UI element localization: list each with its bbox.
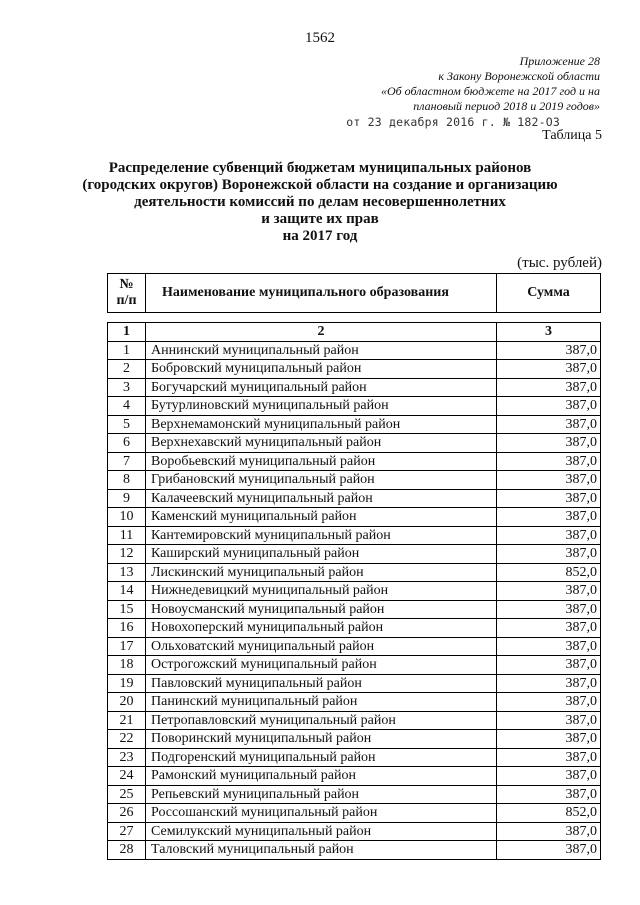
table-row [108, 378, 601, 397]
row-sum: 387,0 [497, 822, 601, 841]
row-name: Калачеевский муниципальный район [146, 489, 497, 508]
row-number: 13 [108, 563, 146, 582]
table-row [108, 563, 601, 582]
row-number: 18 [108, 656, 146, 675]
page-number: 1562 [305, 30, 335, 46]
header-name: Наименование муниципального образования [146, 274, 497, 313]
row-number: 16 [108, 619, 146, 638]
row-number: 3 [108, 378, 146, 397]
row-sum: 387,0 [497, 452, 601, 471]
appendix-line: плановый период 2018 и 2019 годов» [413, 99, 600, 113]
row-number: 26 [108, 804, 146, 823]
title-line: и защите их прав [261, 211, 379, 227]
row-sum: 387,0 [497, 471, 601, 490]
row-number: 22 [108, 730, 146, 749]
row-sum: 387,0 [497, 545, 601, 564]
row-sum: 387,0 [497, 785, 601, 804]
row-number: 27 [108, 822, 146, 841]
table-row [108, 397, 601, 416]
row-name: Бобровский муниципальный район [146, 360, 497, 379]
table-row [108, 360, 601, 379]
row-sum: 387,0 [497, 508, 601, 527]
row-sum: 387,0 [497, 415, 601, 434]
units-label: (тыс. рублей) [517, 255, 602, 271]
column-index: 3 [497, 323, 601, 342]
row-sum: 852,0 [497, 804, 601, 823]
row-sum: 387,0 [497, 656, 601, 675]
row-number: 14 [108, 582, 146, 601]
table-row [108, 748, 601, 767]
row-sum: 387,0 [497, 767, 601, 786]
table-row [108, 489, 601, 508]
title-line: на 2017 год [282, 228, 358, 244]
row-sum: 387,0 [497, 730, 601, 749]
row-name: Кантемировский муниципальный район [146, 526, 497, 545]
table-row [108, 341, 601, 360]
table-row [108, 526, 601, 545]
row-sum: 387,0 [497, 674, 601, 693]
row-sum: 852,0 [497, 563, 601, 582]
title-line: деятельности комиссий по делам несовершеннолетних [134, 194, 506, 210]
table-row [108, 619, 601, 638]
row-name: Новохоперский муниципальный район [146, 619, 497, 638]
appendix-line: Приложение 28 [519, 54, 600, 68]
row-number: 28 [108, 841, 146, 860]
row-number: 5 [108, 415, 146, 434]
row-name: Грибановский муниципальный район [146, 471, 497, 490]
title-line: (городских округов) Воронежской области на создание и организацию [82, 177, 558, 193]
header-sum: Сумма [497, 274, 601, 313]
table-header [107, 273, 601, 313]
title-line: Распределение субвенций бюджетам муниципальных районов [108, 160, 532, 176]
row-name: Петропавловский муниципальный район [146, 711, 497, 730]
row-name: Репьевский муниципальный район [146, 785, 497, 804]
table-row [108, 452, 601, 471]
row-name: Новоусманский муниципальный район [146, 600, 497, 619]
row-number: 19 [108, 674, 146, 693]
row-name: Острогожский муниципальный район [146, 656, 497, 675]
row-number: 1 [108, 341, 146, 360]
row-name: Богучарский муниципальный район [146, 378, 497, 397]
row-sum: 387,0 [497, 637, 601, 656]
row-name: Верхнемамонский муниципальный район [146, 415, 497, 434]
row-number: 25 [108, 785, 146, 804]
row-number: 9 [108, 489, 146, 508]
row-name: Воробьевский муниципальный район [146, 452, 497, 471]
row-name: Павловский муниципальный район [146, 674, 497, 693]
table-row [108, 637, 601, 656]
row-sum: 387,0 [497, 360, 601, 379]
row-sum: 387,0 [497, 378, 601, 397]
table-row [108, 582, 601, 601]
row-name: Бутурлиновский муниципальный район [146, 397, 497, 416]
column-index-row [108, 323, 601, 342]
row-name: Каменский муниципальный район [146, 508, 497, 527]
appendix-line: «Об областном бюджете на 2017 год и на [380, 84, 600, 98]
row-number: 10 [108, 508, 146, 527]
row-sum: 387,0 [497, 434, 601, 453]
row-number: 15 [108, 600, 146, 619]
appendix-note [300, 54, 600, 130]
document-title [80, 160, 560, 245]
table-row [108, 730, 601, 749]
table-row [108, 600, 601, 619]
row-number: 8 [108, 471, 146, 490]
table-row [108, 471, 601, 490]
column-index: 2 [146, 323, 497, 342]
row-sum: 387,0 [497, 748, 601, 767]
row-sum: 387,0 [497, 600, 601, 619]
header-number [108, 274, 146, 313]
law-date-stamp: от 23 декабря 2016 г. № 182-ОЗ [346, 115, 560, 129]
table-row [108, 785, 601, 804]
row-name: Поворинский муниципальный район [146, 730, 497, 749]
row-number: 11 [108, 526, 146, 545]
subsidy-table [107, 322, 601, 860]
header-number-symbol: № [119, 277, 134, 292]
table-number: Таблица 5 [542, 128, 602, 143]
table-row [108, 841, 601, 860]
row-number: 6 [108, 434, 146, 453]
row-sum: 387,0 [497, 489, 601, 508]
row-number: 21 [108, 711, 146, 730]
row-name: Нижнедевицкий муниципальный район [146, 582, 497, 601]
table-row [108, 508, 601, 527]
row-name: Панинский муниципальный район [146, 693, 497, 712]
table-row [108, 804, 601, 823]
row-sum: 387,0 [497, 693, 601, 712]
row-name: Каширский муниципальный район [146, 545, 497, 564]
row-name: Россошанский муниципальный район [146, 804, 497, 823]
row-number: 12 [108, 545, 146, 564]
row-sum: 387,0 [497, 841, 601, 860]
column-index: 1 [108, 323, 146, 342]
table-row [108, 656, 601, 675]
table-row [108, 711, 601, 730]
row-name: Ольховатский муниципальный район [146, 637, 497, 656]
row-number: 4 [108, 397, 146, 416]
row-name: Аннинский муниципальный район [146, 341, 497, 360]
row-number: 2 [108, 360, 146, 379]
row-number: 23 [108, 748, 146, 767]
table-row [108, 545, 601, 564]
row-sum: 387,0 [497, 341, 601, 360]
row-sum: 387,0 [497, 711, 601, 730]
row-name: Верхнехавский муниципальный район [146, 434, 497, 453]
row-name: Подгоренский муниципальный район [146, 748, 497, 767]
table-row [108, 767, 601, 786]
row-sum: 387,0 [497, 619, 601, 638]
row-name: Рамонский муниципальный район [146, 767, 497, 786]
appendix-line: к Закону Воронежской области [438, 69, 600, 83]
row-name: Таловский муниципальный район [146, 841, 497, 860]
row-sum: 387,0 [497, 582, 601, 601]
row-name: Семилукский муниципальный район [146, 822, 497, 841]
header-number-abbr: п/п [116, 293, 137, 308]
table-row [108, 693, 601, 712]
row-name: Лискинский муниципальный район [146, 563, 497, 582]
row-sum: 387,0 [497, 397, 601, 416]
table-row [108, 674, 601, 693]
row-sum: 387,0 [497, 526, 601, 545]
table-row [108, 822, 601, 841]
table-row [108, 415, 601, 434]
row-number: 17 [108, 637, 146, 656]
table-row [108, 434, 601, 453]
row-number: 20 [108, 693, 146, 712]
row-number: 24 [108, 767, 146, 786]
row-number: 7 [108, 452, 146, 471]
